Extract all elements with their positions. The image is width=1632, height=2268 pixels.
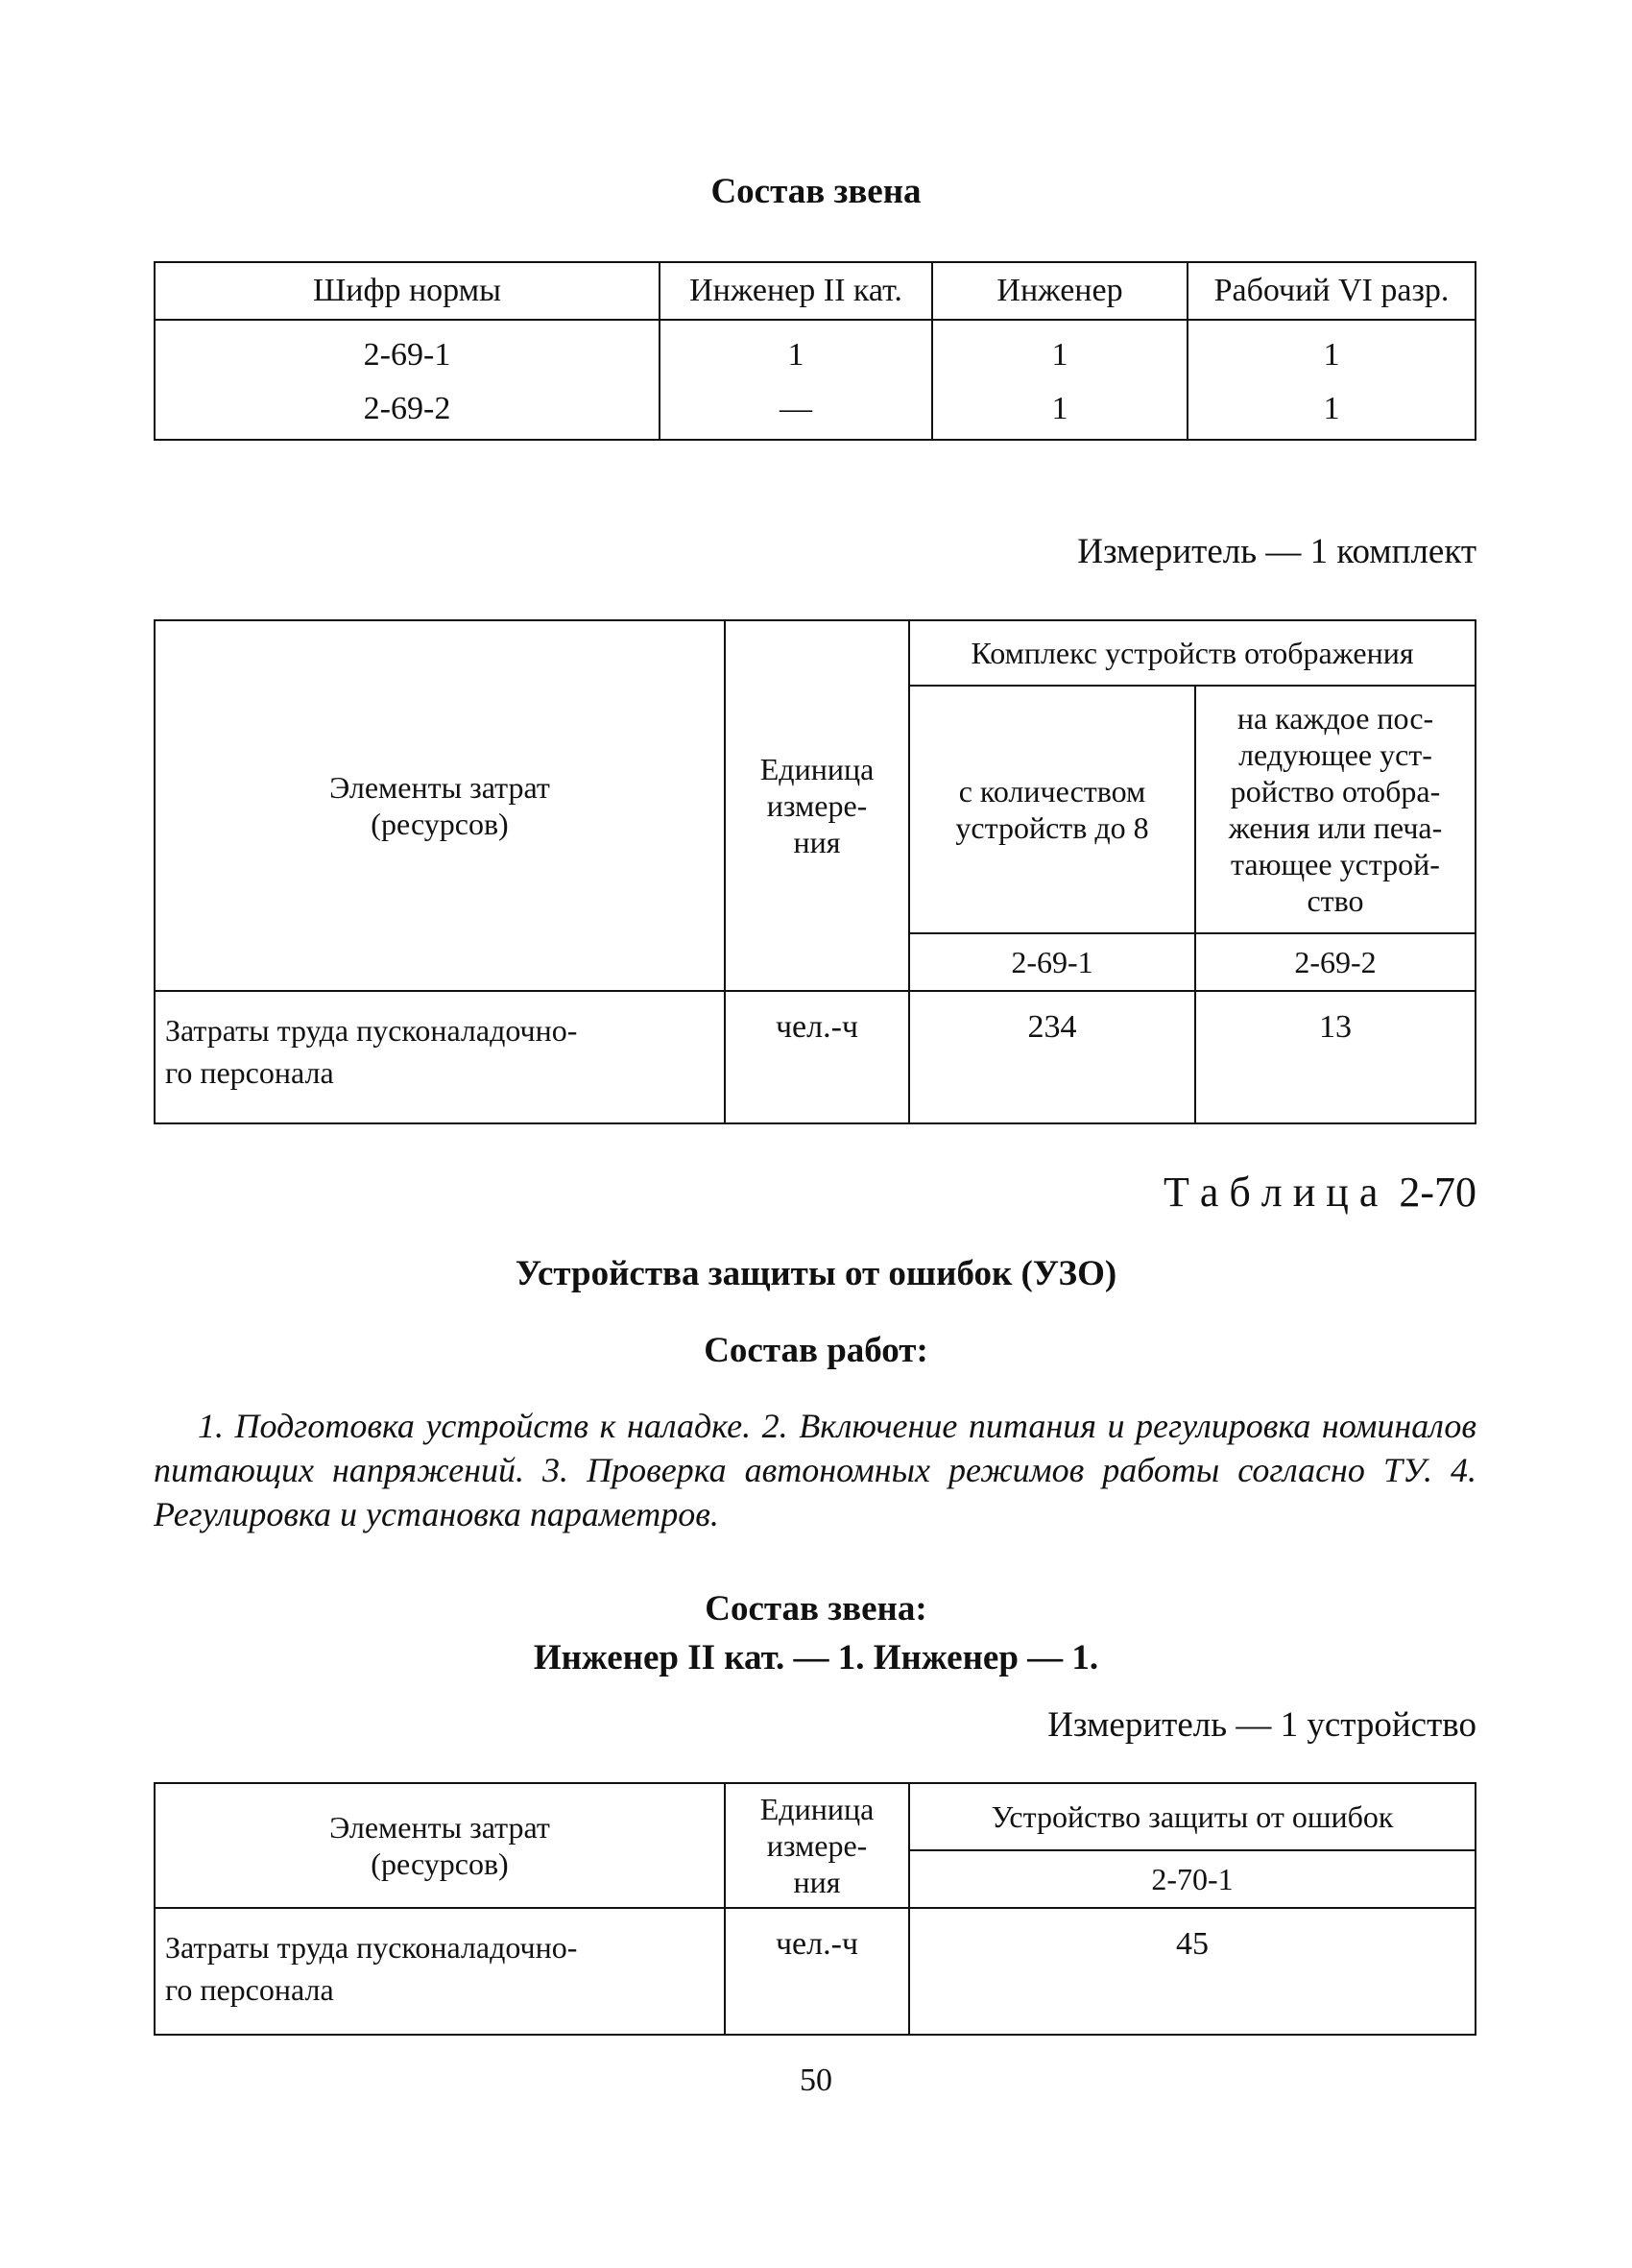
team-row-1-engineer: 1: [1051, 337, 1068, 373]
works-description: 1. Подготовка устройств к наладке. 2. Включение питания и регулировка номиналов питающих напряжений. 3. Проверка автономных режимов работы согласно ТУ. 4. Регулировка и установка параметров.: [154, 1407, 1476, 1533]
header-unit: Единица измере- ния: [725, 620, 909, 991]
team-header-engineer2: Инженер II кат.: [660, 262, 932, 320]
team-row-1-code: 2-69-1: [363, 337, 451, 373]
row-labor-value-2-70-1: 45: [909, 1908, 1476, 2035]
team2-title: Состав звена:: [705, 1589, 927, 1629]
team-engineer-values: [932, 320, 1188, 440]
norms-table-2-70: [154, 1782, 1476, 2036]
table-number: Т а б л и ц а 2-70: [1163, 1169, 1476, 1216]
header-error-protection: Устройство защиты от ошибок: [909, 1783, 1476, 1850]
header-each-next: на каждое пос- ледующее уст- ройство отобра- жения или печа- тающее устрой- ство: [1195, 686, 1476, 933]
page-number: 50: [800, 2063, 832, 2098]
code-2-69-1: 2-69-1: [909, 933, 1195, 991]
header-up-to-8: с количеством устройств до 8: [909, 686, 1195, 933]
team-row-1-worker: 1: [1323, 337, 1340, 373]
row-labor-unit-2: чел.-ч: [725, 1908, 909, 2035]
team-row-1-engineer2: 1: [787, 337, 804, 373]
team-table: [154, 261, 1476, 441]
code-2-69-2: 2-69-2: [1195, 933, 1476, 991]
team-codes: [155, 320, 660, 440]
header-display-complex: Комплекс устройств отображения: [909, 620, 1476, 686]
team-row-2-engineer: 1: [1051, 391, 1068, 426]
header-cost-elements: Элементы затрат (ресурсов): [155, 620, 725, 991]
team-header-engineer: Инженер: [932, 262, 1188, 320]
header-unit-2: Единица измере- ния: [725, 1783, 909, 1908]
measure-unit-1: Измеритель — 1 комплект: [1077, 532, 1476, 571]
works-title: Состав работ:: [704, 1331, 928, 1370]
team-worker-values: [1188, 320, 1476, 440]
code-2-70-1: 2-70-1: [909, 1850, 1476, 1908]
header-cost-elements-2: Элементы затрат (ресурсов): [155, 1783, 725, 1908]
team2-composition: Инженер II кат. — 1. Инженер — 1.: [533, 1638, 1099, 1677]
team-row-2-code: 2-69-2: [363, 391, 451, 426]
row-labor-label-2: Затраты труда пусконаладочно- го персонала: [155, 1908, 725, 2035]
team-header-code: Шифр нормы: [155, 262, 660, 320]
team-row-2-worker: 1: [1323, 391, 1340, 426]
row-labor-unit: чел.-ч: [725, 991, 909, 1123]
norms-table-2-69: [154, 619, 1476, 1124]
row-labor-label: Затраты труда пусконаладочно- го персонала: [155, 991, 725, 1123]
team-title: Состав звена: [710, 172, 922, 211]
section-title: Устройства защиты от ошибок (УЗО): [515, 1254, 1117, 1293]
team-row-2-engineer2: —: [780, 391, 812, 426]
team-header-worker: Рабочий VI разр.: [1188, 262, 1476, 320]
row-labor-value-2: 13: [1195, 991, 1476, 1123]
team-engineer2-values: [660, 320, 932, 440]
measure-unit-2: Измеритель — 1 устройство: [1047, 1705, 1476, 1745]
row-labor-value-1: 234: [909, 991, 1195, 1123]
